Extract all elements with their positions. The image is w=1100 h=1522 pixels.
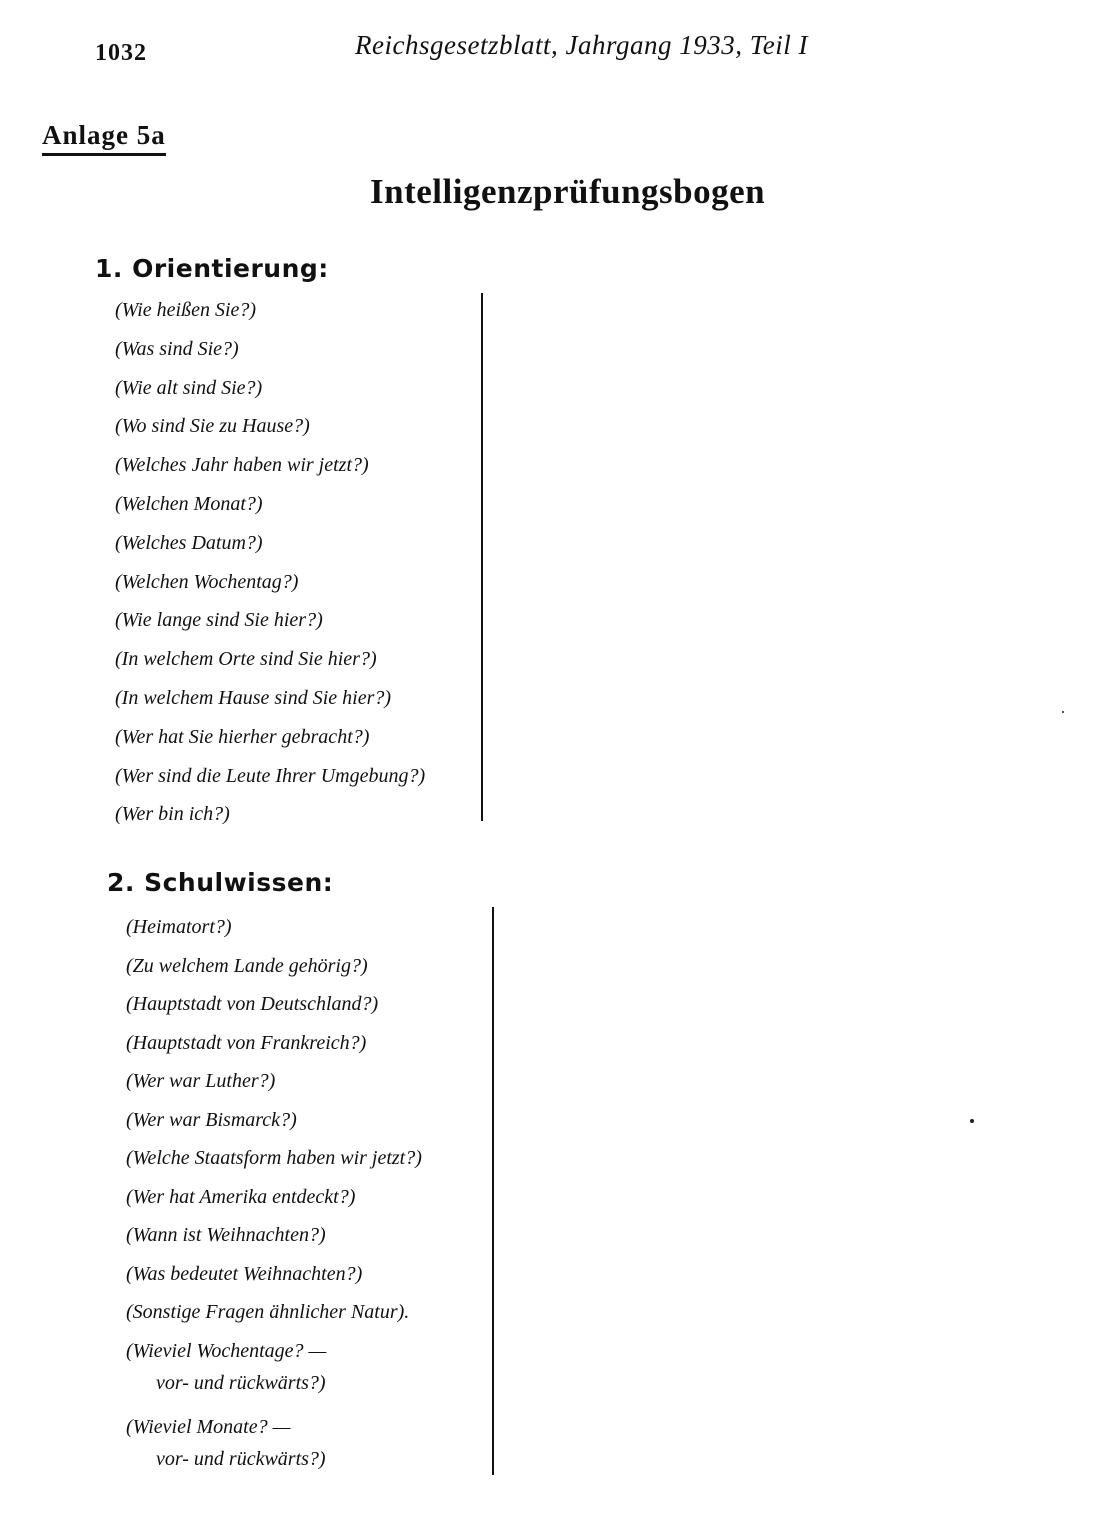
question-item: (Wo sind Sie zu Hause?) [115, 415, 310, 438]
question-item: (Sonstige Fragen ähnlicher Natur). [126, 1301, 410, 1323]
question-item: (Hauptstadt von Frankreich?) [126, 1031, 367, 1054]
question-item: (Zu welchem Lande gehörig?) [126, 954, 368, 977]
section-heading-schulwissen: 2. Schulwissen: [107, 868, 334, 897]
question-item: (Welchen Monat?) [115, 492, 263, 515]
question-item: (Welches Jahr haben wir jetzt?) [115, 454, 369, 477]
question-item: (In welchem Hause sind Sie hier?) [115, 686, 392, 709]
question-item: (Wer war Luther?) [126, 1070, 276, 1092]
question-list-schulwissen [126, 911, 422, 1487]
page-number: 1032 [95, 40, 147, 66]
scan-speck [1062, 711, 1064, 713]
question-item: (Welche Staatsform haben wir jetzt?) [126, 1147, 422, 1169]
question-item: (Wer hat Sie hierher gebracht?) [115, 725, 370, 748]
question-item: (Wer sind die Leute Ihrer Umgebung?) [115, 764, 426, 787]
question-line: (Wieviel Monate? — [126, 1415, 291, 1438]
question-item: (Wie alt sind Sie?) [115, 376, 263, 399]
question-item: (Welchen Wochentag?) [115, 570, 299, 593]
question-list-orientierung [115, 294, 425, 837]
section-heading-orientierung: 1. Orientierung: [95, 254, 329, 283]
annex-label: Anlage 5a [42, 120, 166, 156]
question-item-wrapped [126, 1335, 422, 1411]
answer-column-rule [481, 293, 483, 821]
question-item: (Hauptstadt von Deutschland?) [126, 993, 379, 1015]
question-item: (Wie lange sind Sie hier?) [115, 609, 323, 632]
question-line-continued: vor- und rückwärts?) [156, 1447, 326, 1470]
answer-column-rule [492, 907, 494, 1475]
question-item: (Heimatort?) [126, 916, 232, 938]
question-item: (Wie heißen Sie?) [115, 299, 257, 321]
question-line: (Wieviel Wochentage? — [126, 1339, 327, 1362]
running-head: Reichsgesetzblatt, Jahrgang 1933, Teil I [355, 30, 808, 60]
question-item: (Wer hat Amerika entdeckt?) [126, 1185, 356, 1208]
question-line-continued: vor- und rückwärts?) [156, 1371, 326, 1394]
question-item: (In welchem Orte sind Sie hier?) [115, 648, 377, 671]
scan-speck [970, 1119, 974, 1123]
document-title: Intelligenzprüfungsbogen [370, 172, 766, 211]
question-item: (Wann ist Weihnachten?) [126, 1224, 326, 1246]
question-item-wrapped [126, 1411, 422, 1487]
question-item: (Was sind Sie?) [115, 337, 239, 360]
question-item: (Wer bin ich?) [115, 803, 230, 826]
question-item: (Was bedeutet Weihnachten?) [126, 1262, 363, 1285]
question-item: (Wer war Bismarck?) [126, 1108, 297, 1131]
question-item: (Welches Datum?) [115, 531, 263, 554]
